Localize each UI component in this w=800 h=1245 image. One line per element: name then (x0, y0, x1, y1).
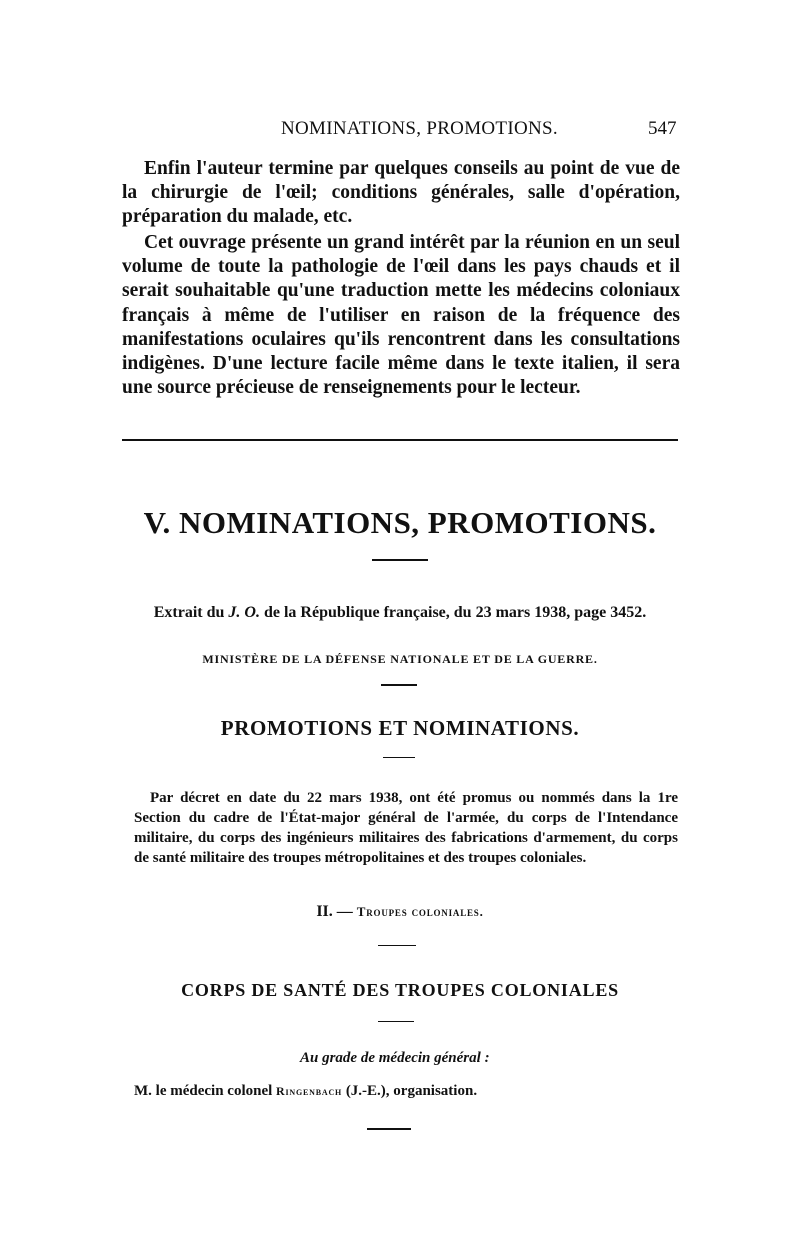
entry-name: Ringenbach (276, 1084, 343, 1098)
extract-prefix: Extrait du (153, 604, 229, 621)
ministry-rule (381, 684, 417, 686)
troupes-rule (378, 945, 416, 946)
paragraph-2-text: Cet ouvrage présente un grand intérêt par la réunion en un seul volume de toute la pathologie de l'œil dans les pays chauds et il serait souhaitable qu'une traduction mette les médecins coloniaux français à même de l'utiliser en raison de la fréquence des manifestations oculaires qu'ils rencontrent dans les consultations indigènes. D'une lecture facile même dans le texte italien, il sera une source précieuse de renseignements pour le lecteur. (122, 232, 680, 399)
promotions-title: PROMOTIONS ET NOMINATIONS. (220, 716, 580, 740)
paragraph-1 (122, 157, 680, 230)
troupes-heading (0, 903, 800, 921)
ministry-heading: MINISTÈRE DE LA DÉFENSE NATIONALE ET DE LA GUERRE. (202, 652, 598, 666)
corps-heading: CORPS DE SANTÉ DES TROUPES COLONIALES (181, 980, 619, 1000)
page-number: 547 (648, 118, 677, 139)
section-title: V. NOMINATIONS, PROMOTIONS. (143, 505, 657, 540)
troupes-label: Troupes coloniales. (356, 904, 484, 919)
title-rule (372, 559, 428, 561)
promotions-rule (383, 757, 415, 758)
running-title: NOMINATIONS, PROMOTIONS. (281, 118, 558, 139)
end-rule (367, 1128, 411, 1130)
decree-text: Par décret en date du 22 mars 1938, ont été promus ou nommés dans la 1re Section du cadre de l'État-major général de l'armée, du corps de l'Intendance militaire, du corps des ingénieurs militaires des fabrications d'armement, du corps de santé militaire des troupes métropolitaines et des troupes coloniales. (134, 790, 678, 866)
extract-suffix: de la République française, du 23 mars 1938, page 3452. (259, 604, 647, 621)
extract-line (0, 604, 800, 622)
paragraph-2 (122, 231, 680, 400)
troupes-number: II. — (316, 903, 357, 920)
nomination-entry (134, 1083, 477, 1100)
decree-paragraph (134, 788, 678, 868)
paragraph-1-text: Enfin l'auteur termine par quelques conseils au point de vue de la chirurgie de l'œil; conditions générales, salle d'opération, préparation du malade, etc. (122, 158, 680, 228)
extract-jo: J. O. (228, 604, 260, 621)
section-divider (122, 439, 678, 441)
corps-rule (378, 1021, 414, 1022)
entry-suffix: (J.-E.), organisation. (342, 1083, 478, 1099)
grade-heading: Au grade de médecin général : (300, 1050, 490, 1066)
entry-prefix: M. le médecin colonel (134, 1083, 277, 1099)
